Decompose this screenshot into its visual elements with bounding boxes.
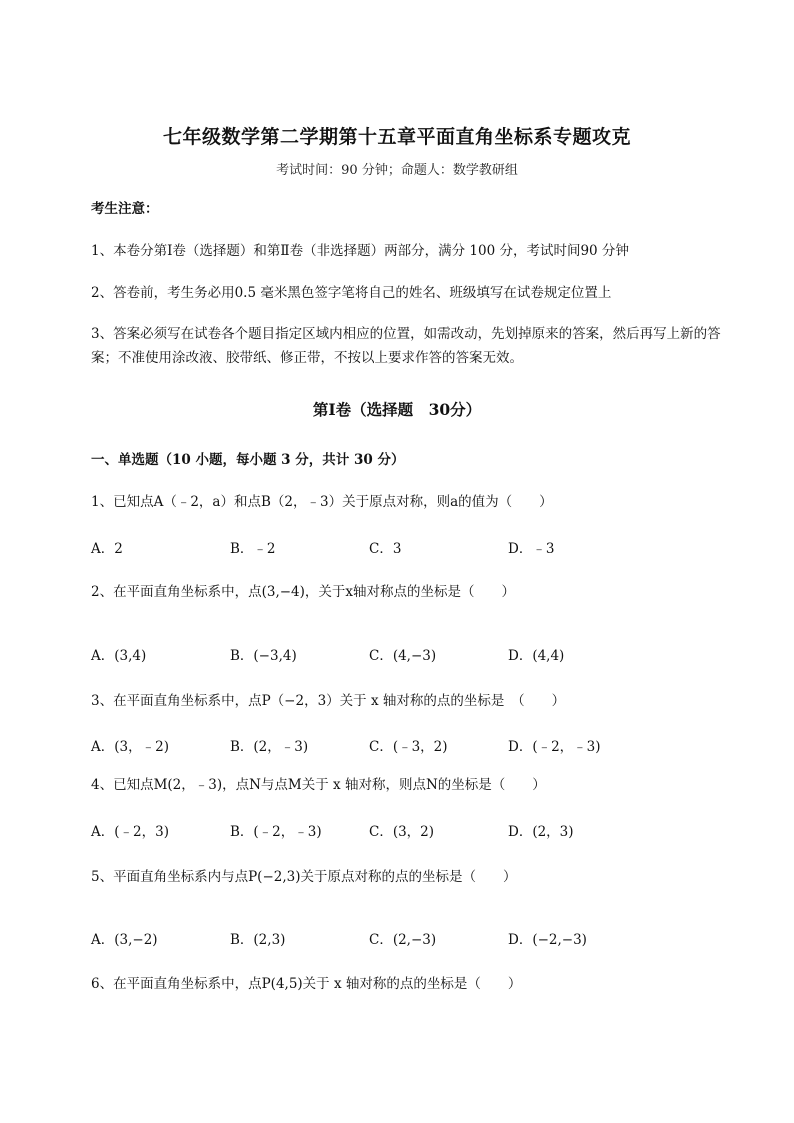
- exam-title: 七年级数学第二学期第十五章平面直角坐标系专题攻克: [162, 126, 631, 148]
- question-4-option-d[interactable]: D．(2，3): [508, 824, 574, 840]
- notice-item-3: 3、答案必须写在试卷各个题目指定区域内相应的位置，如需改动，先划掉原来的答案，然后再写上新的答案；不准使用涂改液、胶带纸、修正带，不按以上要求作答的答案无效。: [91, 326, 721, 366]
- question-3-option-b[interactable]: B．(2，﹣3): [230, 739, 309, 755]
- question-1-stem: 1、已知点A（﹣2，a）和点B（2，﹣3）关于原点对称，则a的值为（ ）: [91, 494, 553, 510]
- question-4-option-c[interactable]: C．(3，2): [369, 824, 435, 840]
- question-2-option-b[interactable]: B．(−3,4): [230, 648, 297, 664]
- question-1-option-a[interactable]: A．2: [91, 541, 123, 557]
- question-5-option-b[interactable]: B．(2,3): [230, 932, 286, 948]
- question-1-option-c[interactable]: C．3: [369, 541, 402, 557]
- question-5-stem: 5、平面直角坐标系内与点P(−2,3)关于原点对称的点的坐标是（ ）: [91, 869, 517, 885]
- question-2-option-d[interactable]: D．(4,4): [508, 648, 565, 664]
- notice-item-1: 1、本卷分第Ⅰ卷（选择题）和第Ⅱ卷（非选择题）两部分，满分 100 分，考试时间90 分钟: [91, 243, 629, 259]
- notice-heading: 考生注意：: [91, 201, 159, 217]
- question-3-option-a[interactable]: A．(3，﹣2): [91, 739, 169, 755]
- question-2-stem: 2、在平面直角坐标系中，点(3,−4)，关于x轴对称点的坐标是（ ）: [91, 584, 516, 600]
- exam-subtitle: 考试时间：90 分钟；命题人：数学教研组: [276, 163, 518, 178]
- question-1-option-d[interactable]: D．﹣3: [508, 541, 555, 557]
- question-3-option-c[interactable]: C．(﹣3，2): [369, 739, 448, 755]
- section-title: 第Ⅰ卷（选择题 30分）: [312, 400, 482, 419]
- question-4-option-a[interactable]: A．(﹣2，3): [91, 824, 169, 840]
- question-1-option-b[interactable]: B．﹣2: [230, 541, 276, 557]
- part-title: 一、单选题（10 小题，每小题 3 分，共计 30 分）: [91, 452, 405, 468]
- question-4-stem: 4、已知点M(2，﹣3)，点N与点M关于 x 轴对称，则点N的坐标是（ ）: [91, 777, 546, 793]
- question-3-stem: 3、在平面直角坐标系中，点P（−2，3）关于 x 轴对称的点的坐标是 （ ）: [91, 693, 566, 709]
- question-5-option-c[interactable]: C．(2,−3): [369, 932, 437, 948]
- question-5-option-d[interactable]: D．(−2,−3): [508, 932, 587, 948]
- question-3-option-d[interactable]: D．(﹣2，﹣3): [508, 739, 601, 755]
- question-2-option-a[interactable]: A．(3,4): [91, 648, 147, 664]
- question-2-option-c[interactable]: C．(4,−3): [369, 648, 437, 664]
- question-5-option-a[interactable]: A．(3,−2): [91, 932, 158, 948]
- question-6-stem: 6、在平面直角坐标系中，点P(4,5)关于 x 轴对称的点的坐标是（ ）: [91, 976, 522, 992]
- question-4-option-b[interactable]: B．(﹣2，﹣3): [230, 824, 322, 840]
- notice-item-2: 2、答卷前，考生务必用0.5 毫米黑色签字笔将自己的姓名、班级填写在试卷规定位置上: [91, 285, 612, 301]
